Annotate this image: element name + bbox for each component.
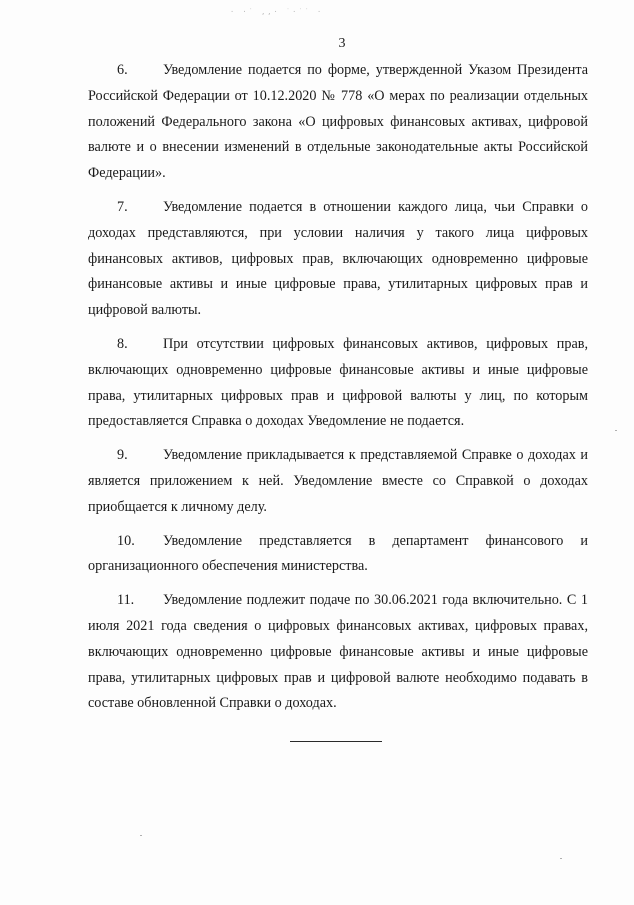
paragraph-9 bbox=[88, 443, 588, 520]
paragraph-number: 10. bbox=[117, 532, 135, 549]
closing-divider-line bbox=[290, 741, 382, 742]
paragraph-number: 9. bbox=[117, 447, 128, 464]
paragraph-number: 7. bbox=[117, 198, 128, 215]
paragraph-number: 8. bbox=[117, 335, 128, 352]
paragraph-text: Уведомление представляется в департамент финансового и организационного обеспечения министерства. bbox=[88, 532, 588, 575]
document-body bbox=[88, 58, 588, 725]
paragraph-6 bbox=[88, 58, 588, 187]
paragraph-number: 11. bbox=[117, 592, 135, 609]
paragraph-number: 6. bbox=[117, 62, 128, 78]
paragraph-text: Уведомление подается в отношении каждого лица, чьи Справки о доходах представляются, при условии наличия у такого лица цифровых финансовых активов, цифровых прав, включающих одновременно цифровые финансовые активы и иные цифровые права, утилитарных цифровых прав и цифровой валюты. bbox=[88, 198, 588, 319]
scan-artifact: · ·˙ ,,· ˙·˙˙ · bbox=[230, 8, 324, 16]
paragraph-text: Уведомление подлежит подаче по 30.06.2021 года включительно. С 1 июля 2021 года сведения о цифровых финансовых активах, цифровых правах, включающих одновременно цифровые финансовые активы и иные цифровые права, утилитарных цифровых прав и цифровой валюте необходимо подавать в составе обновленной Справки о доходах. bbox=[88, 592, 588, 712]
scan-speck bbox=[140, 835, 142, 836]
paragraph-8 bbox=[88, 332, 588, 435]
paragraph-11 bbox=[88, 588, 588, 717]
paragraph-10 bbox=[88, 529, 588, 581]
paragraph-text: Уведомление прикладывается к представляемой Справке о доходах и является приложением к ней. Уведомление вместе со Справкой о доходах приобщается к личному делу. bbox=[88, 447, 588, 515]
paragraph-text: Уведомление подается по форме, утвержденной Указом Президента Российской Федерации от 10.12.2020 № 778 «О мерах по реализации отдельных положений Федерального закона «О цифровых финансовых активах, цифровой валюте и о внесении изменений в отдельные законодательные акты Российской Федерации». bbox=[88, 62, 588, 182]
paragraph-7 bbox=[88, 195, 588, 324]
page-number: 3 bbox=[338, 36, 346, 51]
scan-speck bbox=[615, 430, 617, 431]
paragraph-text: При отсутствии цифровых финансовых активов, цифровых прав, включающих одновременно цифровые финансовые активы и иные цифровые права, утилитарных цифровых прав и цифровой валюты у лиц, по которым предоставляется Справка о доходах Уведомление не подается. bbox=[88, 335, 588, 430]
scan-speck bbox=[560, 858, 562, 859]
